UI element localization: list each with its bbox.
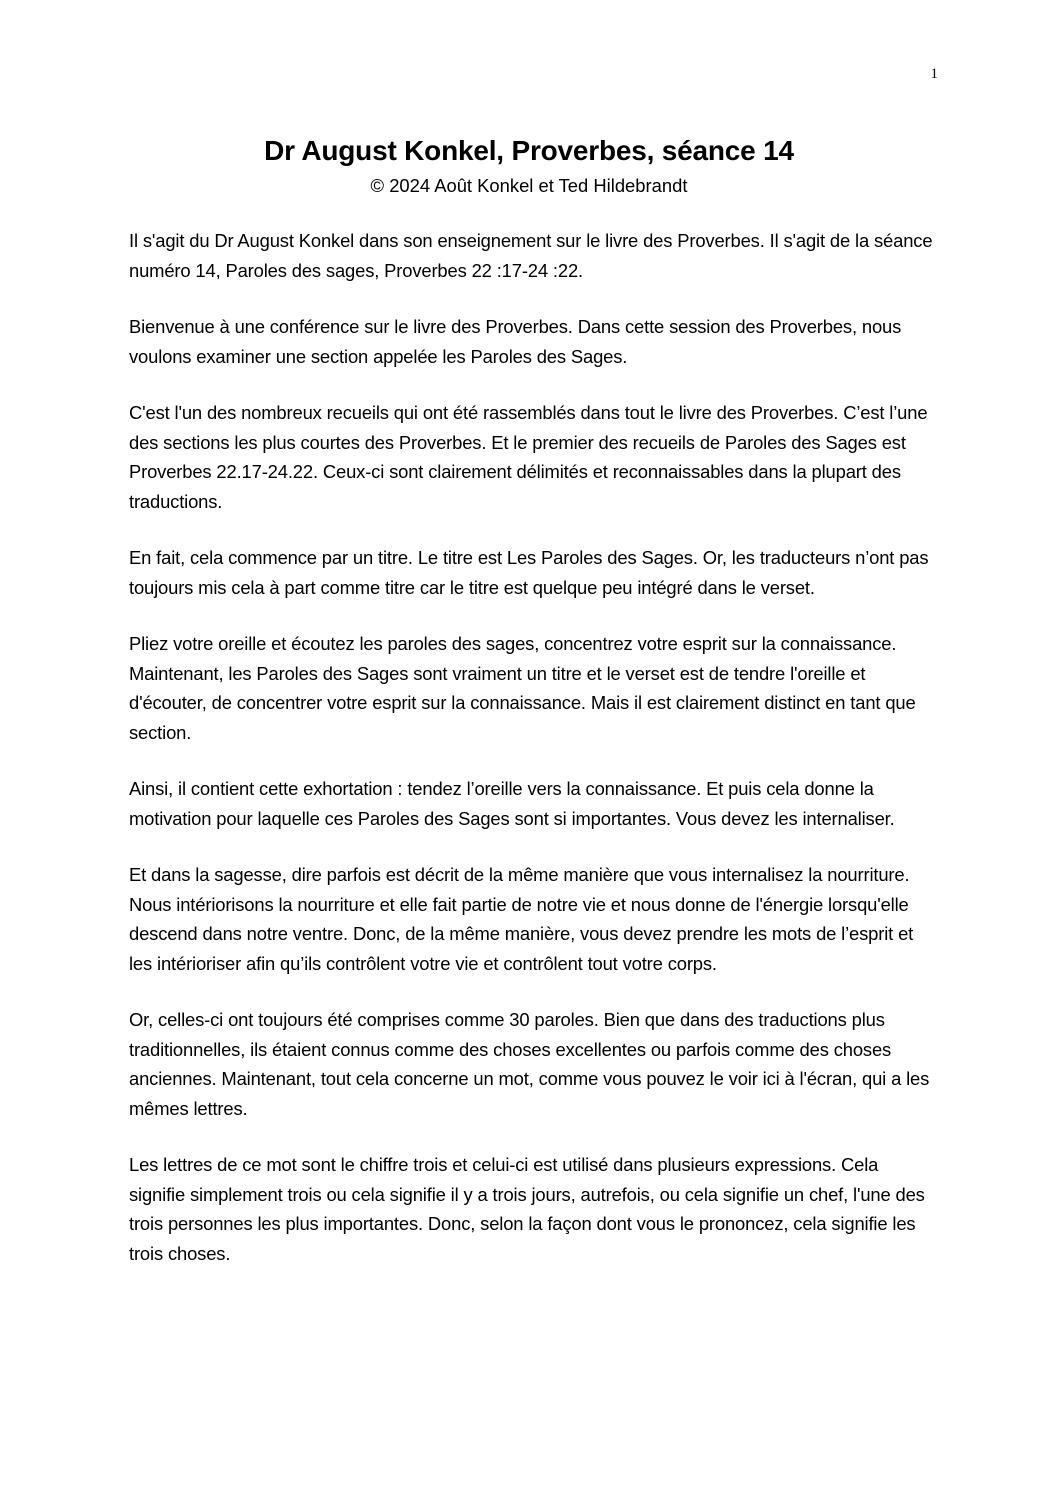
document-body: [129, 226, 939, 1295]
paragraph: Les lettres de ce mot sont le chiffre trois et celui-ci est utilisé dans plusieurs expressions. Cela signifie simplement trois ou cela signifie il y a trois jours, autrefois, ou cela signifie un chef, l'une des trois personnes les plus importantes. Donc, selon la façon dont vous le prononcez, cela signifie les trois choses.: [129, 1154, 925, 1264]
paragraph: Il s'agit du Dr August Konkel dans son enseignement sur le livre des Proverbes. Il s'agit de la séance numéro 14, Paroles des sages, Proverbes 22 :17-24 :22.: [129, 230, 933, 281]
page-number: 1: [930, 66, 938, 82]
paragraph: Bienvenue à une conférence sur le livre des Proverbes. Dans cette session des Proverbes, nous voulons examiner une section appelée les Paroles des Sages.: [129, 316, 902, 367]
paragraph: En fait, cela commence par un titre. Le titre est Les Paroles des Sages. Or, les traducteurs n’ont pas toujours mis cela à part comme titre car le titre est quelque peu intégré dans le verset.: [129, 547, 929, 598]
paragraph: Et dans la sagesse, dire parfois est décrit de la même manière que vous internalisez la nourriture. Nous intériorisons la nourriture et elle fait partie de notre vie et nous donne de l'énergie lorsqu'elle descend dans notre ventre. Donc, de la même manière, vous devez prendre les mots de l’esprit et les intérioriser afin qu’ils contrôlent votre vie et contrôlent tout votre corps.: [129, 864, 914, 974]
paragraph: Ainsi, il contient cette exhortation : tendez l’oreille vers la connaissance. Et puis cela donne la motivation pour laquelle ces Paroles des Sages sont si importantes. Vous devez les internaliser.: [129, 778, 895, 829]
paragraph: Or, celles-ci ont toujours été comprises comme 30 paroles. Bien que dans des traductions plus traditionnelles, ils étaient connus comme des choses excellentes ou parfois comme des choses anciennes. Maintenant, tout cela concerne un mot, comme vous pouvez le voir ici à l'écran, qui a les mêmes lettres.: [129, 1009, 930, 1119]
copyright-line: © 2024 Août Konkel et Ted Hildebrandt: [370, 175, 688, 196]
paragraph: Pliez votre oreille et écoutez les paroles des sages, concentrez votre esprit sur la connaissance. Maintenant, les Paroles des Sages sont vraiment un titre et le verset est de tendre l'oreille et d'écouter, de concentrer votre esprit sur la connaissance. Mais il est clairement distinct en tant que section.: [129, 633, 916, 743]
document-title: Dr August Konkel, Proverbes, séance 14: [264, 135, 794, 166]
paragraph: C'est l'un des nombreux recueils qui ont été rassemblés dans tout le livre des Proverbes. C’est l’une des sections les plus courtes des Proverbes. Et le premier des recueils de Paroles des Sages est Proverbes 22.17-24.22. Ceux-ci sont clairement délimités et reconnaissables dans la plupart des traductions.: [129, 402, 928, 512]
